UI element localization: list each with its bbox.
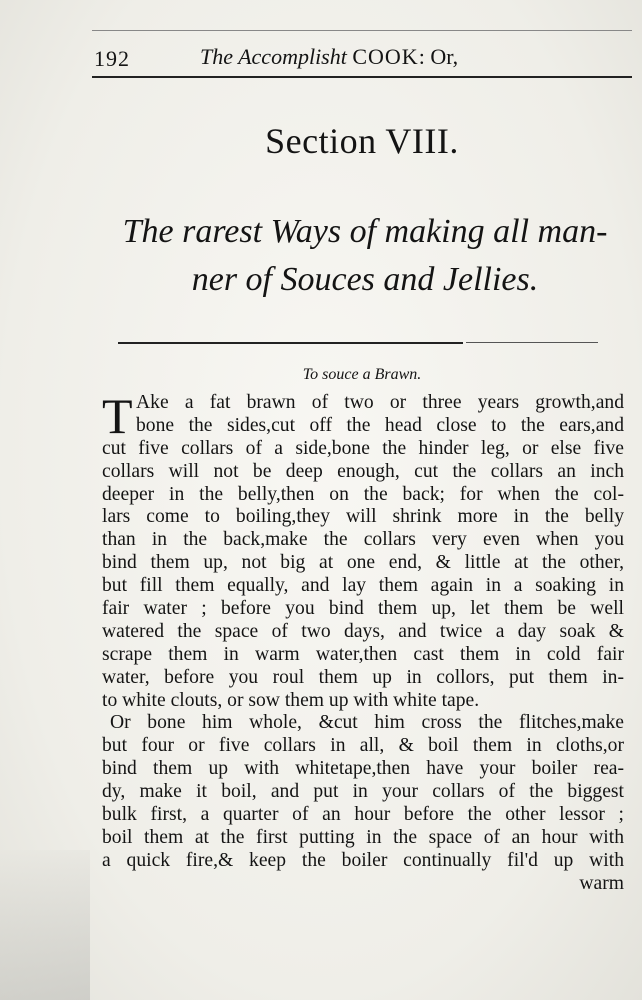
text-line: lars come to boiling,they will shrink more in the belly bbox=[102, 506, 624, 528]
text-line: Or bone him whole, &cut him cross the flitches,make bbox=[110, 712, 624, 734]
section-heading: Section VIII. bbox=[265, 121, 459, 161]
recipe-title: To souce a Brawn. bbox=[302, 366, 422, 383]
text-line: bulk first, a quarter of an hour before the other lessor ; bbox=[102, 804, 624, 826]
text-line: watered the space of two days, and twice a day soak & bbox=[102, 620, 624, 642]
text-line: boil them at the first putting in the space of an hour with bbox=[102, 826, 624, 848]
running-head-italic: The Accomplisht bbox=[200, 44, 347, 69]
text-line: bind them up with whitetape,then have your boiler rea- bbox=[102, 758, 624, 780]
text-line: but four or five collars in all, & boil them in cloths,or bbox=[102, 735, 624, 757]
page-shadow bbox=[0, 850, 90, 1000]
chapter-title-line-1: The rarest Ways of making all man- bbox=[122, 213, 608, 250]
text-line: Ake a fat brawn of two or three years growth,and bbox=[136, 392, 624, 413]
text-line: collars will not be deep enough, cut the collars an inch bbox=[102, 460, 624, 482]
header-rule bbox=[92, 76, 632, 78]
text-line: than in the back,make the collars very even when you bbox=[102, 529, 624, 551]
text-line: to white clouts, or sow them up with white tape. bbox=[102, 689, 480, 711]
running-head-caps: COOK bbox=[352, 44, 419, 69]
running-head-tail: : Or, bbox=[418, 44, 459, 69]
text-line: dy, make it boil, and put in your collars of the biggest bbox=[102, 781, 624, 803]
recipe-body bbox=[102, 388, 624, 896]
top-border-rule bbox=[92, 30, 632, 31]
text-line: a quick fire,& keep the boiler continually fil'd up with bbox=[102, 849, 624, 871]
text-line: water, before you roul them up in collors, put them in- bbox=[102, 666, 624, 688]
text-line: bind them up, not big at one end, & little at the other, bbox=[102, 552, 624, 574]
text-line: but fill them equally, and lay them again in a soaking in bbox=[102, 575, 624, 597]
drop-cap: T bbox=[102, 388, 133, 444]
section-divider-rule bbox=[118, 342, 463, 344]
chapter-title-line-2: ner of Souces and Jellies. bbox=[191, 261, 539, 298]
section-divider-rule-short bbox=[466, 342, 598, 343]
catchword: warm bbox=[579, 872, 624, 894]
text-line: cut five collars of a side,bone the hinder leg, or else five bbox=[102, 437, 624, 459]
text-line: deeper in the belly,then on the back; for when the col- bbox=[102, 483, 624, 505]
text-line: fair water ; before you bind them up, let them be well bbox=[102, 598, 624, 620]
text-line: scrape them in warm water,then cast them in cold fair bbox=[102, 643, 624, 665]
running-head-title bbox=[200, 44, 458, 70]
running-header bbox=[92, 38, 632, 78]
page-number: 192 bbox=[94, 46, 130, 71]
text-line: bone the sides,cut off the head close to the ears,and bbox=[136, 414, 624, 436]
chapter-title bbox=[100, 208, 630, 304]
